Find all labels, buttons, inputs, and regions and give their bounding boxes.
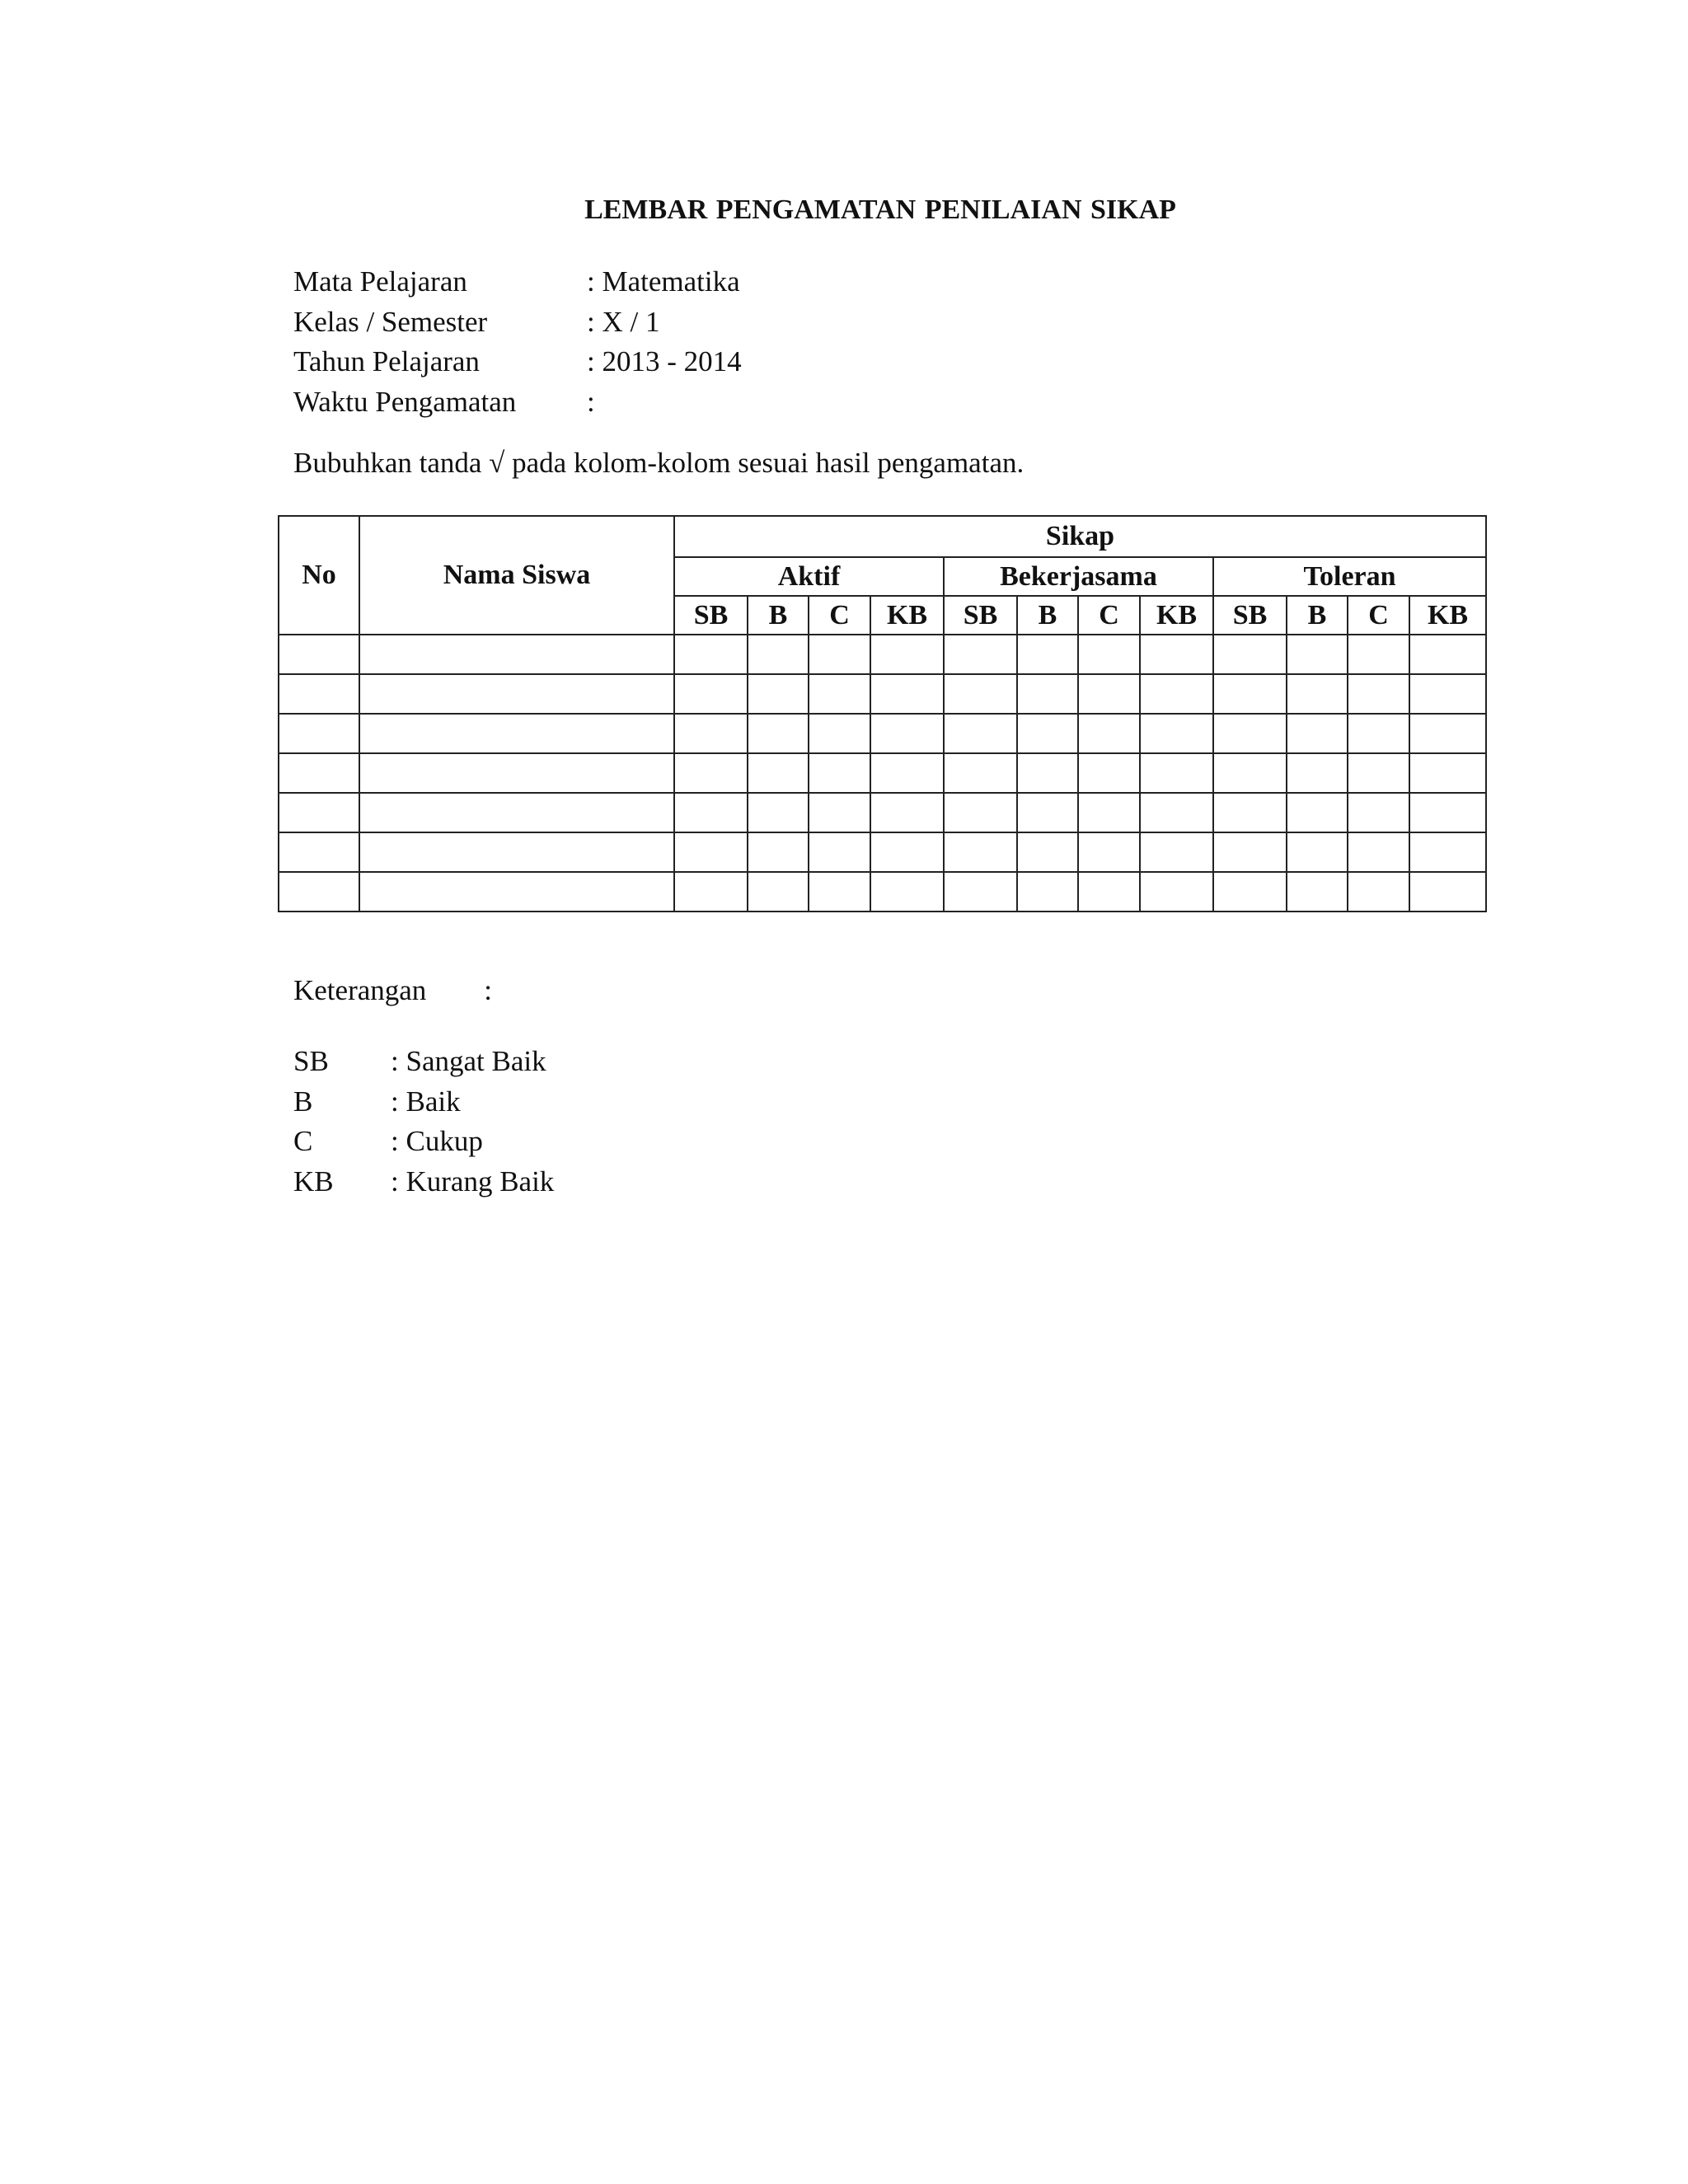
cell-check[interactable] — [674, 872, 748, 912]
document-meta — [293, 262, 742, 422]
meta-row-year — [293, 342, 742, 382]
legend-code: KB — [293, 1165, 334, 1197]
table-row — [279, 793, 1486, 832]
keterangan-colon: : — [484, 974, 493, 1006]
cell-check[interactable] — [1213, 793, 1287, 832]
cell-no[interactable] — [279, 793, 359, 832]
cell-check[interactable] — [1287, 714, 1348, 753]
cell-check[interactable] — [1348, 793, 1409, 832]
table-row — [279, 635, 1486, 674]
header-no: No — [279, 516, 359, 635]
meta-value: : X / 1 — [587, 305, 660, 338]
cell-check[interactable] — [870, 714, 944, 753]
legend-code: C — [293, 1125, 313, 1157]
cell-check[interactable] — [1078, 753, 1140, 793]
cell-check[interactable] — [944, 714, 1017, 753]
cell-check[interactable] — [1213, 872, 1287, 912]
cell-no[interactable] — [279, 872, 359, 912]
cell-check[interactable] — [1017, 753, 1078, 793]
cell-check[interactable] — [1348, 753, 1409, 793]
header-sub-sb: SB — [674, 596, 748, 635]
cell-check[interactable] — [748, 714, 809, 753]
cell-check[interactable] — [1017, 674, 1078, 714]
cell-check[interactable] — [1348, 832, 1409, 872]
cell-check[interactable] — [1213, 714, 1287, 753]
cell-check[interactable] — [944, 674, 1017, 714]
cell-check[interactable] — [1409, 872, 1486, 912]
header-sub-kb: KB — [870, 596, 944, 635]
table-body — [279, 635, 1486, 912]
keterangan-heading — [293, 974, 492, 1007]
legend-item — [293, 1122, 554, 1162]
cell-check[interactable] — [1409, 753, 1486, 793]
meta-row-subject — [293, 262, 742, 302]
table-row — [279, 714, 1486, 753]
header-sub-b: B — [1287, 596, 1348, 635]
cell-check[interactable] — [1409, 674, 1486, 714]
header-sub-kb: KB — [1140, 596, 1213, 635]
cell-check[interactable] — [748, 674, 809, 714]
cell-check[interactable] — [1078, 635, 1140, 674]
cell-check[interactable] — [1213, 674, 1287, 714]
cell-check[interactable] — [1140, 793, 1213, 832]
table-row — [279, 674, 1486, 714]
cell-check[interactable] — [1140, 872, 1213, 912]
cell-nama-siswa[interactable] — [359, 872, 674, 912]
cell-no[interactable] — [279, 714, 359, 753]
cell-check[interactable] — [1348, 674, 1409, 714]
cell-check[interactable] — [748, 832, 809, 872]
cell-nama-siswa[interactable] — [359, 635, 674, 674]
cell-check[interactable] — [809, 635, 870, 674]
cell-check[interactable] — [870, 872, 944, 912]
cell-check[interactable] — [1287, 753, 1348, 793]
cell-check[interactable] — [809, 674, 870, 714]
legend-item — [293, 1162, 554, 1202]
cell-check[interactable] — [674, 793, 748, 832]
cell-check[interactable] — [674, 832, 748, 872]
cell-nama-siswa[interactable] — [359, 753, 674, 793]
header-sub-sb: SB — [1213, 596, 1287, 635]
cell-check[interactable] — [944, 635, 1017, 674]
cell-check[interactable] — [674, 753, 748, 793]
cell-check[interactable] — [1017, 832, 1078, 872]
cell-check[interactable] — [809, 793, 870, 832]
cell-check[interactable] — [1140, 635, 1213, 674]
meta-value: : Matematika — [587, 265, 740, 298]
observation-table — [278, 515, 1487, 912]
legend-code: B — [293, 1085, 313, 1118]
cell-nama-siswa[interactable] — [359, 832, 674, 872]
header-nama-siswa: Nama Siswa — [359, 516, 674, 635]
meta-label: Tahun Pelajaran — [293, 345, 480, 377]
cell-check[interactable] — [870, 753, 944, 793]
legend-description: : Kurang Baik — [391, 1165, 555, 1197]
cell-nama-siswa[interactable] — [359, 793, 674, 832]
cell-check[interactable] — [1348, 635, 1409, 674]
cell-check[interactable] — [1348, 714, 1409, 753]
table-row — [279, 832, 1486, 872]
cell-check[interactable] — [1409, 714, 1486, 753]
header-group-aktif: Aktif — [674, 557, 944, 596]
cell-check[interactable] — [1017, 793, 1078, 832]
cell-check[interactable] — [809, 832, 870, 872]
cell-check[interactable] — [1140, 753, 1213, 793]
table-row — [279, 872, 1486, 912]
cell-check[interactable] — [1078, 832, 1140, 872]
cell-check[interactable] — [748, 793, 809, 832]
cell-check[interactable] — [1078, 674, 1140, 714]
meta-row-class — [293, 302, 742, 343]
cell-check[interactable] — [1409, 793, 1486, 832]
legend-code: SB — [293, 1045, 329, 1077]
legend-description: : Cukup — [391, 1125, 483, 1157]
cell-check[interactable] — [1287, 872, 1348, 912]
header-sub-c: C — [809, 596, 870, 635]
cell-check[interactable] — [944, 872, 1017, 912]
header-sub-b: B — [1017, 596, 1078, 635]
cell-check[interactable] — [1078, 793, 1140, 832]
header-sikap: Sikap — [674, 516, 1486, 557]
meta-label: Mata Pelajaran — [293, 265, 467, 298]
cell-check[interactable] — [1017, 635, 1078, 674]
cell-no[interactable] — [279, 674, 359, 714]
meta-value: : 2013 - 2014 — [587, 345, 742, 377]
header-sub-c: C — [1078, 596, 1140, 635]
cell-check[interactable] — [1348, 872, 1409, 912]
page-title: LEMBAR PENGAMATAN PENILAIAN SIKAP — [584, 194, 1176, 225]
cell-check[interactable] — [748, 872, 809, 912]
legend-item — [293, 1082, 554, 1122]
header-sub-kb: KB — [1409, 596, 1486, 635]
cell-check[interactable] — [870, 674, 944, 714]
cell-nama-siswa[interactable] — [359, 714, 674, 753]
cell-check[interactable] — [944, 753, 1017, 793]
cell-check[interactable] — [1287, 674, 1348, 714]
cell-check[interactable] — [809, 714, 870, 753]
cell-no[interactable] — [279, 635, 359, 674]
cell-check[interactable] — [1017, 872, 1078, 912]
cell-check[interactable] — [1287, 635, 1348, 674]
cell-check[interactable] — [1409, 635, 1486, 674]
cell-check[interactable] — [1287, 793, 1348, 832]
cell-check[interactable] — [944, 793, 1017, 832]
cell-check[interactable] — [1213, 753, 1287, 793]
header-sub-sb: SB — [944, 596, 1017, 635]
cell-nama-siswa[interactable] — [359, 674, 674, 714]
header-sub-c: C — [1348, 596, 1409, 635]
cell-no[interactable] — [279, 753, 359, 793]
header-group-bekerjasama: Bekerjasama — [944, 557, 1213, 596]
cell-check[interactable] — [1140, 674, 1213, 714]
cell-check[interactable] — [1140, 714, 1213, 753]
cell-check[interactable] — [1213, 635, 1287, 674]
cell-check[interactable] — [809, 872, 870, 912]
cell-check[interactable] — [1213, 832, 1287, 872]
legend-description: : Baik — [391, 1085, 461, 1118]
cell-no[interactable] — [279, 832, 359, 872]
cell-check[interactable] — [809, 753, 870, 793]
cell-check[interactable] — [870, 635, 944, 674]
keterangan-label: Keterangan — [293, 974, 427, 1006]
meta-label: Kelas / Semester — [293, 305, 488, 338]
cell-check[interactable] — [1140, 832, 1213, 872]
cell-check[interactable] — [1409, 832, 1486, 872]
cell-check[interactable] — [870, 832, 944, 872]
cell-check[interactable] — [674, 635, 748, 674]
meta-label: Waktu Pengamatan — [293, 385, 517, 418]
cell-check[interactable] — [674, 674, 748, 714]
cell-check[interactable] — [1017, 714, 1078, 753]
instruction-text: Bubuhkan tanda √ pada kolom-kolom sesuai hasil pengamatan. — [293, 447, 1025, 479]
cell-check[interactable] — [748, 753, 809, 793]
cell-check[interactable] — [944, 832, 1017, 872]
cell-check[interactable] — [1287, 832, 1348, 872]
header-sub-b: B — [748, 596, 809, 635]
legend-description: : Sangat Baik — [391, 1045, 546, 1077]
legend-item — [293, 1042, 554, 1082]
table-row — [279, 753, 1486, 793]
cell-check[interactable] — [674, 714, 748, 753]
cell-check[interactable] — [1078, 872, 1140, 912]
cell-check[interactable] — [870, 793, 944, 832]
header-group-toleran: Toleran — [1213, 557, 1486, 596]
cell-check[interactable] — [748, 635, 809, 674]
legend-list — [293, 1042, 554, 1202]
meta-row-time — [293, 382, 742, 423]
cell-check[interactable] — [1078, 714, 1140, 753]
meta-value: : — [587, 385, 595, 418]
